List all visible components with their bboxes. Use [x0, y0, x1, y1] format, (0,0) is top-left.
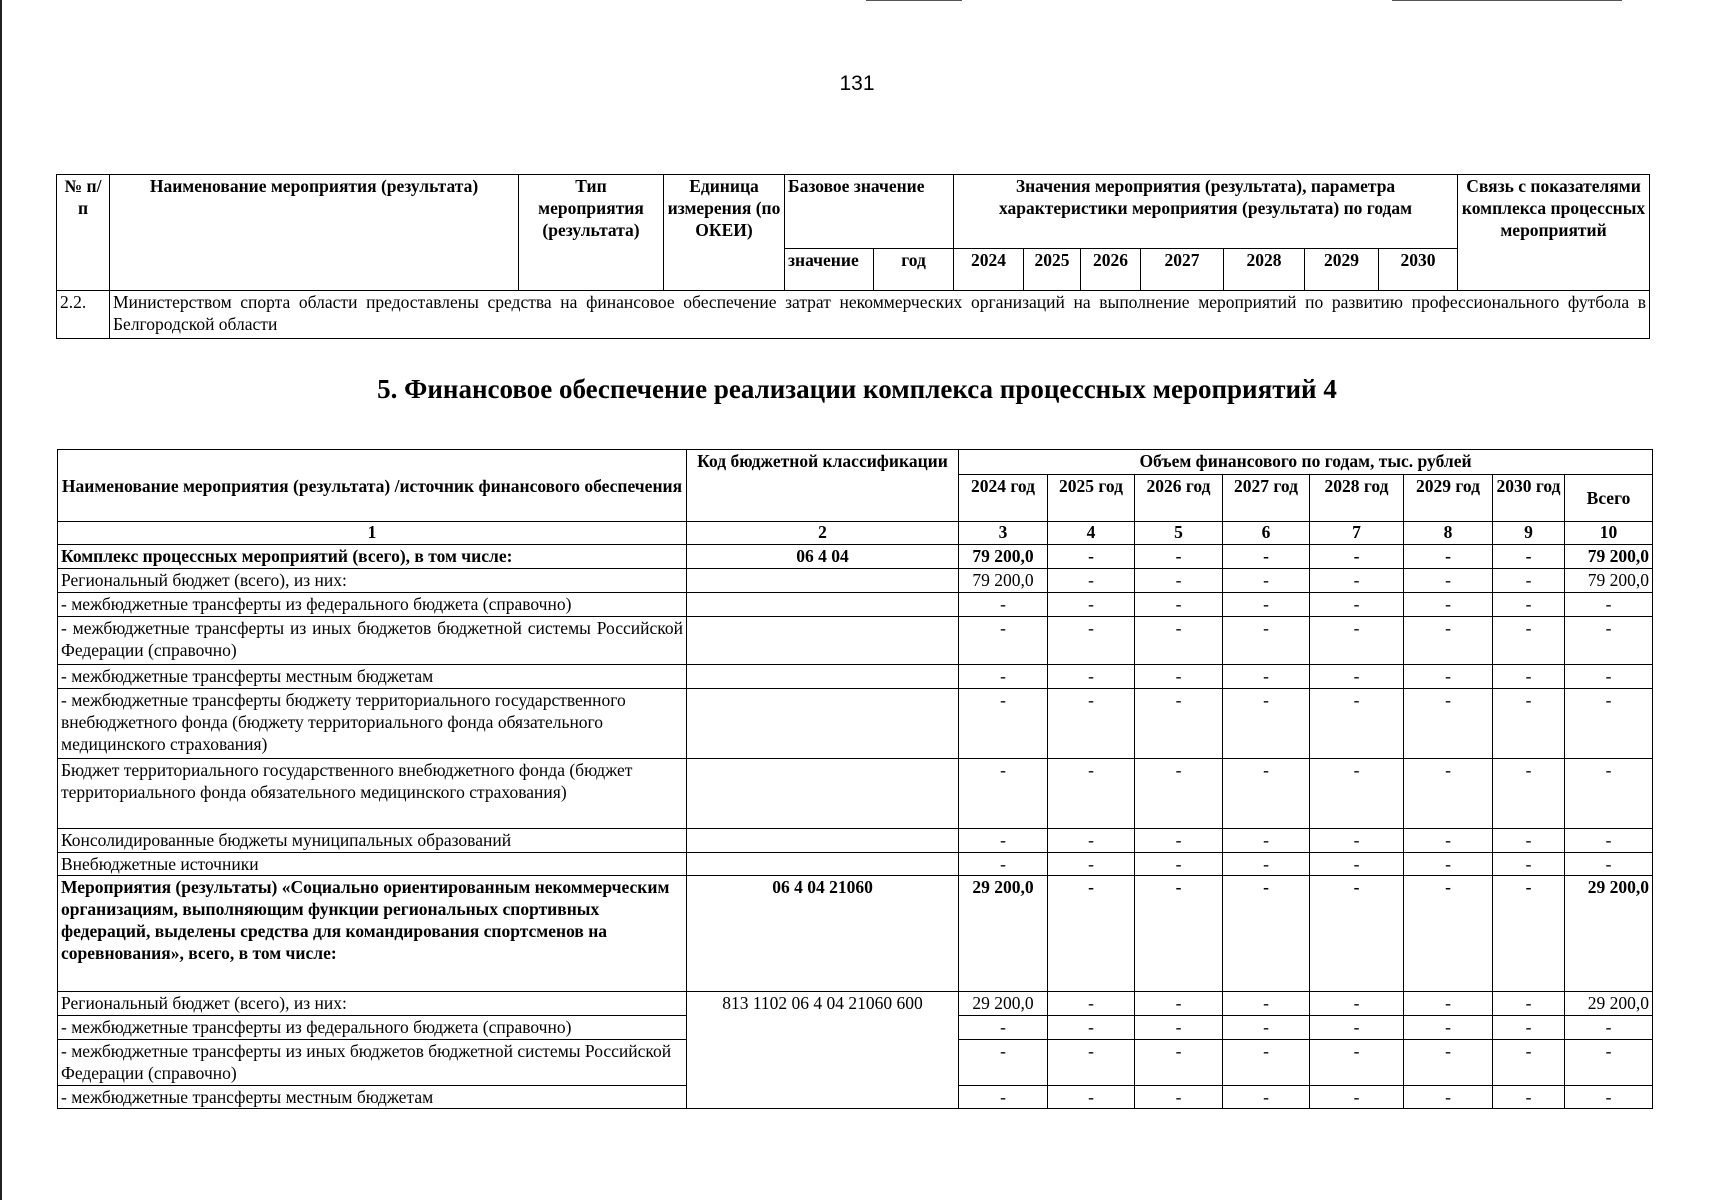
row-dash: -	[1565, 1040, 1653, 1086]
col-number: 6	[1223, 522, 1310, 545]
row-dash: -	[1493, 853, 1565, 876]
row-dash: -	[1135, 829, 1223, 853]
row-dash: -	[1048, 759, 1135, 829]
header-year: 2024 год	[959, 475, 1048, 522]
row-dash: -	[1310, 569, 1404, 593]
row-dash: -	[1493, 569, 1565, 593]
row-dash: -	[959, 759, 1048, 829]
header-year: 2029 год	[1404, 475, 1493, 522]
row-dash: -	[959, 665, 1048, 689]
row-dash: -	[1223, 992, 1310, 1016]
row-dash: -	[1310, 665, 1404, 689]
row-dash: -	[1493, 1040, 1565, 1086]
row-dash: -	[959, 853, 1048, 876]
row-value-2024: 79 200,0	[959, 569, 1048, 593]
header-type: Тип мероприятия (результата)	[519, 175, 664, 291]
row-dash: -	[1404, 853, 1493, 876]
row-dash: -	[1223, 853, 1310, 876]
row-name: - межбюджетные трансферты бюджету территориального государственного внебюджетного фонда (бюджету территориального фонда обязательного медицинского страхования)	[58, 689, 687, 759]
row-name: - межбюджетные трансферты из федерального бюджета (справочно)	[58, 1016, 687, 1040]
row-dash: -	[1565, 593, 1653, 617]
col-number: 2	[687, 522, 959, 545]
row-dash: -	[1493, 593, 1565, 617]
header-code: Код бюджетной классификации	[687, 450, 959, 522]
row-code	[687, 665, 959, 689]
row-value-2024: 79 200,0	[959, 545, 1048, 569]
row-dash: -	[1135, 665, 1223, 689]
row-dash: -	[959, 1086, 1048, 1109]
row-code	[687, 617, 959, 665]
header-total: Всего	[1565, 475, 1653, 522]
header-year: 2028	[1224, 249, 1305, 291]
row-dash: -	[1404, 593, 1493, 617]
row-dash: -	[1048, 992, 1135, 1016]
row-code	[687, 593, 959, 617]
row-dash: -	[1135, 1016, 1223, 1040]
row-dash: -	[1223, 829, 1310, 853]
row-dash: -	[1404, 1016, 1493, 1040]
row-name: - межбюджетные трансферты местным бюджетам	[58, 665, 687, 689]
row-dash: -	[1048, 853, 1135, 876]
row-name: Бюджет территориального государственного внебюджетного фонда (бюджет территориального фонда обязательного медицинского страхования)	[58, 759, 687, 829]
row-code: 813 1102 06 4 04 21060 600	[687, 992, 959, 1109]
financing-table	[57, 449, 1653, 1109]
header-year: 2026	[1081, 249, 1141, 291]
row-dash: -	[1048, 1086, 1135, 1109]
row-dash: -	[959, 617, 1048, 665]
header-year: 2028 год	[1310, 475, 1404, 522]
row-dash: -	[1048, 876, 1135, 992]
row-value-2024: 29 200,0	[959, 876, 1048, 992]
row-total: 79 200,0	[1565, 545, 1653, 569]
row-dash: -	[959, 1040, 1048, 1086]
header-year: 2025 год	[1048, 475, 1135, 522]
row-dash: -	[1310, 1040, 1404, 1086]
row-dash: -	[1565, 759, 1653, 829]
col-number: 4	[1048, 522, 1135, 545]
row-dash: -	[1404, 829, 1493, 853]
row-dash: -	[959, 593, 1048, 617]
header-year: 2026 год	[1135, 475, 1223, 522]
row-dash: -	[1135, 569, 1223, 593]
section-title: 5. Финансовое обеспечение реализации комплекса процессных мероприятий 4	[377, 374, 1337, 404]
header-name: Наименование мероприятия (результата)	[110, 175, 519, 291]
row-code	[687, 569, 959, 593]
row-dash: -	[1048, 689, 1135, 759]
row-name: Мероприятия (результаты) «Социально ориентированным некоммерческим организациям, выполняющим функции региональных спортивных федераций, выделены средства для командирования спортсменов на соревнования», всего, в том числе:	[58, 876, 687, 992]
row-dash: -	[1493, 689, 1565, 759]
row-dash: -	[1310, 545, 1404, 569]
row-dash: -	[1310, 829, 1404, 853]
row-dash: -	[1048, 569, 1135, 593]
row-value-2024: 29 200,0	[959, 992, 1048, 1016]
row-dash: -	[1223, 759, 1310, 829]
row-dash: -	[1404, 1040, 1493, 1086]
table-row	[58, 759, 1653, 829]
row-dash: -	[1135, 1040, 1223, 1086]
row-code	[687, 759, 959, 829]
header-year: 2030	[1379, 249, 1458, 291]
row-dash: -	[1048, 829, 1135, 853]
table-row	[58, 876, 1653, 992]
header-year: 2029	[1305, 249, 1379, 291]
row-dash: -	[1565, 1086, 1653, 1109]
row-dash: -	[1565, 1016, 1653, 1040]
row-dash: -	[1223, 689, 1310, 759]
row-name: Комплекс процессных мероприятий (всего), в том числе:	[58, 545, 687, 569]
row-dash: -	[1493, 665, 1565, 689]
row-dash: -	[1310, 617, 1404, 665]
col-number: 1	[58, 522, 687, 545]
col-number: 3	[959, 522, 1048, 545]
header-unit: Единица измерения (по ОКЕИ)	[664, 175, 785, 291]
row-dash: -	[1135, 593, 1223, 617]
row-name: Внебюджетные источники	[58, 853, 687, 876]
col-number: 7	[1310, 522, 1404, 545]
row-dash: -	[1223, 1016, 1310, 1040]
row-dash: -	[1135, 853, 1223, 876]
row-dash: -	[1565, 665, 1653, 689]
header-volume: Объем финансового по годам, тыс. рублей	[959, 450, 1653, 475]
row-dash: -	[1135, 617, 1223, 665]
row-dash: -	[1493, 617, 1565, 665]
row-name: Региональный бюджет (всего), из них:	[58, 992, 687, 1016]
header-name: Наименование мероприятия (результата) /источник финансового обеспечения	[58, 450, 687, 522]
row-dash: -	[1310, 853, 1404, 876]
row-dash: -	[1223, 569, 1310, 593]
row-dash: -	[1310, 876, 1404, 992]
header-base: Базовое значение	[785, 175, 954, 249]
row-dash: -	[1493, 1016, 1565, 1040]
row-dash: -	[1223, 1040, 1310, 1086]
row-dash: -	[1223, 665, 1310, 689]
row-dash: -	[1565, 829, 1653, 853]
row-dash: -	[1404, 689, 1493, 759]
header-values: Значения мероприятия (результата), параметра характеристики мероприятия (результата) по годам	[954, 175, 1458, 249]
row-code: 06 4 04 21060	[687, 876, 959, 992]
row-dash: -	[1135, 545, 1223, 569]
row-code	[687, 689, 959, 759]
table-row	[58, 689, 1653, 759]
row-dash: -	[1135, 876, 1223, 992]
row-code	[687, 853, 959, 876]
header-base-value: значение	[785, 249, 874, 291]
row-dash: -	[959, 689, 1048, 759]
header-year: 2030 год	[1493, 475, 1565, 522]
row-dash: -	[959, 1016, 1048, 1040]
row-dash: -	[1135, 1086, 1223, 1109]
header-year: 2025	[1024, 249, 1081, 291]
row-dash: -	[1493, 829, 1565, 853]
row-total: 79 200,0	[1565, 569, 1653, 593]
row-dash: -	[1310, 1086, 1404, 1109]
row-dash: -	[1493, 876, 1565, 992]
row-name: - межбюджетные трансферты местным бюджетам	[58, 1086, 687, 1109]
top-rule	[866, 0, 962, 1]
row-dash: -	[1223, 545, 1310, 569]
header-year: 2027 год	[1223, 475, 1310, 522]
table-row	[58, 569, 1653, 593]
row-name: - межбюджетные трансферты из иных бюджетов бюджетной системы Российской Федерации (справочно)	[58, 617, 687, 665]
row-dash: -	[959, 829, 1048, 853]
activity-table	[56, 174, 1650, 339]
row-dash: -	[1404, 992, 1493, 1016]
row-dash: -	[1565, 853, 1653, 876]
row-dash: -	[1404, 1086, 1493, 1109]
row-total: 29 200,0	[1565, 992, 1653, 1016]
table-row	[58, 829, 1653, 853]
row-dash: -	[1310, 593, 1404, 617]
row-dash: -	[1493, 545, 1565, 569]
row-dash: -	[1310, 689, 1404, 759]
header-base-year: год	[874, 249, 954, 291]
row-name: - межбюджетные трансферты из федерального бюджета (справочно)	[58, 593, 687, 617]
col-number: 5	[1135, 522, 1223, 545]
table-row	[58, 853, 1653, 876]
row-code: 06 4 04	[687, 545, 959, 569]
table-row	[58, 992, 1653, 1016]
row-name: Региональный бюджет (всего), из них:	[58, 569, 687, 593]
top-rule	[1392, 0, 1622, 1]
row-dash: -	[1135, 759, 1223, 829]
header-link: Связь с показателями комплекса процессных мероприятий	[1458, 175, 1650, 291]
header-year: 2027	[1141, 249, 1224, 291]
row-dash: -	[1048, 1040, 1135, 1086]
row-dash: -	[1310, 759, 1404, 829]
row-total: 29 200,0	[1565, 876, 1653, 992]
table-row	[58, 593, 1653, 617]
row-dash: -	[1404, 617, 1493, 665]
row-dash: -	[1048, 1016, 1135, 1040]
row-code	[687, 829, 959, 853]
row-dash: -	[1565, 689, 1653, 759]
row-dash: -	[1135, 992, 1223, 1016]
page-left-edge	[0, 0, 2, 1200]
table-row	[58, 617, 1653, 665]
header-year: 2024	[954, 249, 1024, 291]
row-dash: -	[1404, 876, 1493, 992]
row-dash: -	[1493, 992, 1565, 1016]
row-dash: -	[1048, 545, 1135, 569]
col-number: 8	[1404, 522, 1493, 545]
row-dash: -	[1048, 617, 1135, 665]
row-dash: -	[1048, 665, 1135, 689]
row-dash: -	[1565, 617, 1653, 665]
row-dash: -	[1404, 665, 1493, 689]
row-dash: -	[1493, 1086, 1565, 1109]
row-dash: -	[1404, 759, 1493, 829]
row-dash: -	[1310, 1016, 1404, 1040]
row-dash: -	[1223, 617, 1310, 665]
row-dash: -	[1223, 593, 1310, 617]
header-num: № п/п	[57, 175, 110, 291]
row-dash: -	[1048, 593, 1135, 617]
row-dash: -	[1493, 759, 1565, 829]
row-dash: -	[1223, 876, 1310, 992]
row-dash: -	[1135, 689, 1223, 759]
row-num: 2.2.	[57, 291, 110, 339]
row-name: - межбюджетные трансферты из иных бюджетов бюджетной системы Российской Федерации (справочно)	[58, 1040, 687, 1086]
row-name: Консолидированные бюджеты муниципальных образований	[58, 829, 687, 853]
row-description: Министерством спорта области предоставлены средства на финансовое обеспечение затрат некоммерческих организаций на выполнение мероприятий по развитию профессионального футбола в Белгородской области	[110, 291, 1650, 339]
row-dash: -	[1223, 1086, 1310, 1109]
row-dash: -	[1404, 569, 1493, 593]
table-row	[58, 665, 1653, 689]
page-number: 131	[839, 72, 875, 95]
col-number: 10	[1565, 522, 1653, 545]
table-row	[58, 545, 1653, 569]
col-number: 9	[1493, 522, 1565, 545]
row-dash: -	[1404, 545, 1493, 569]
row-dash: -	[1310, 992, 1404, 1016]
